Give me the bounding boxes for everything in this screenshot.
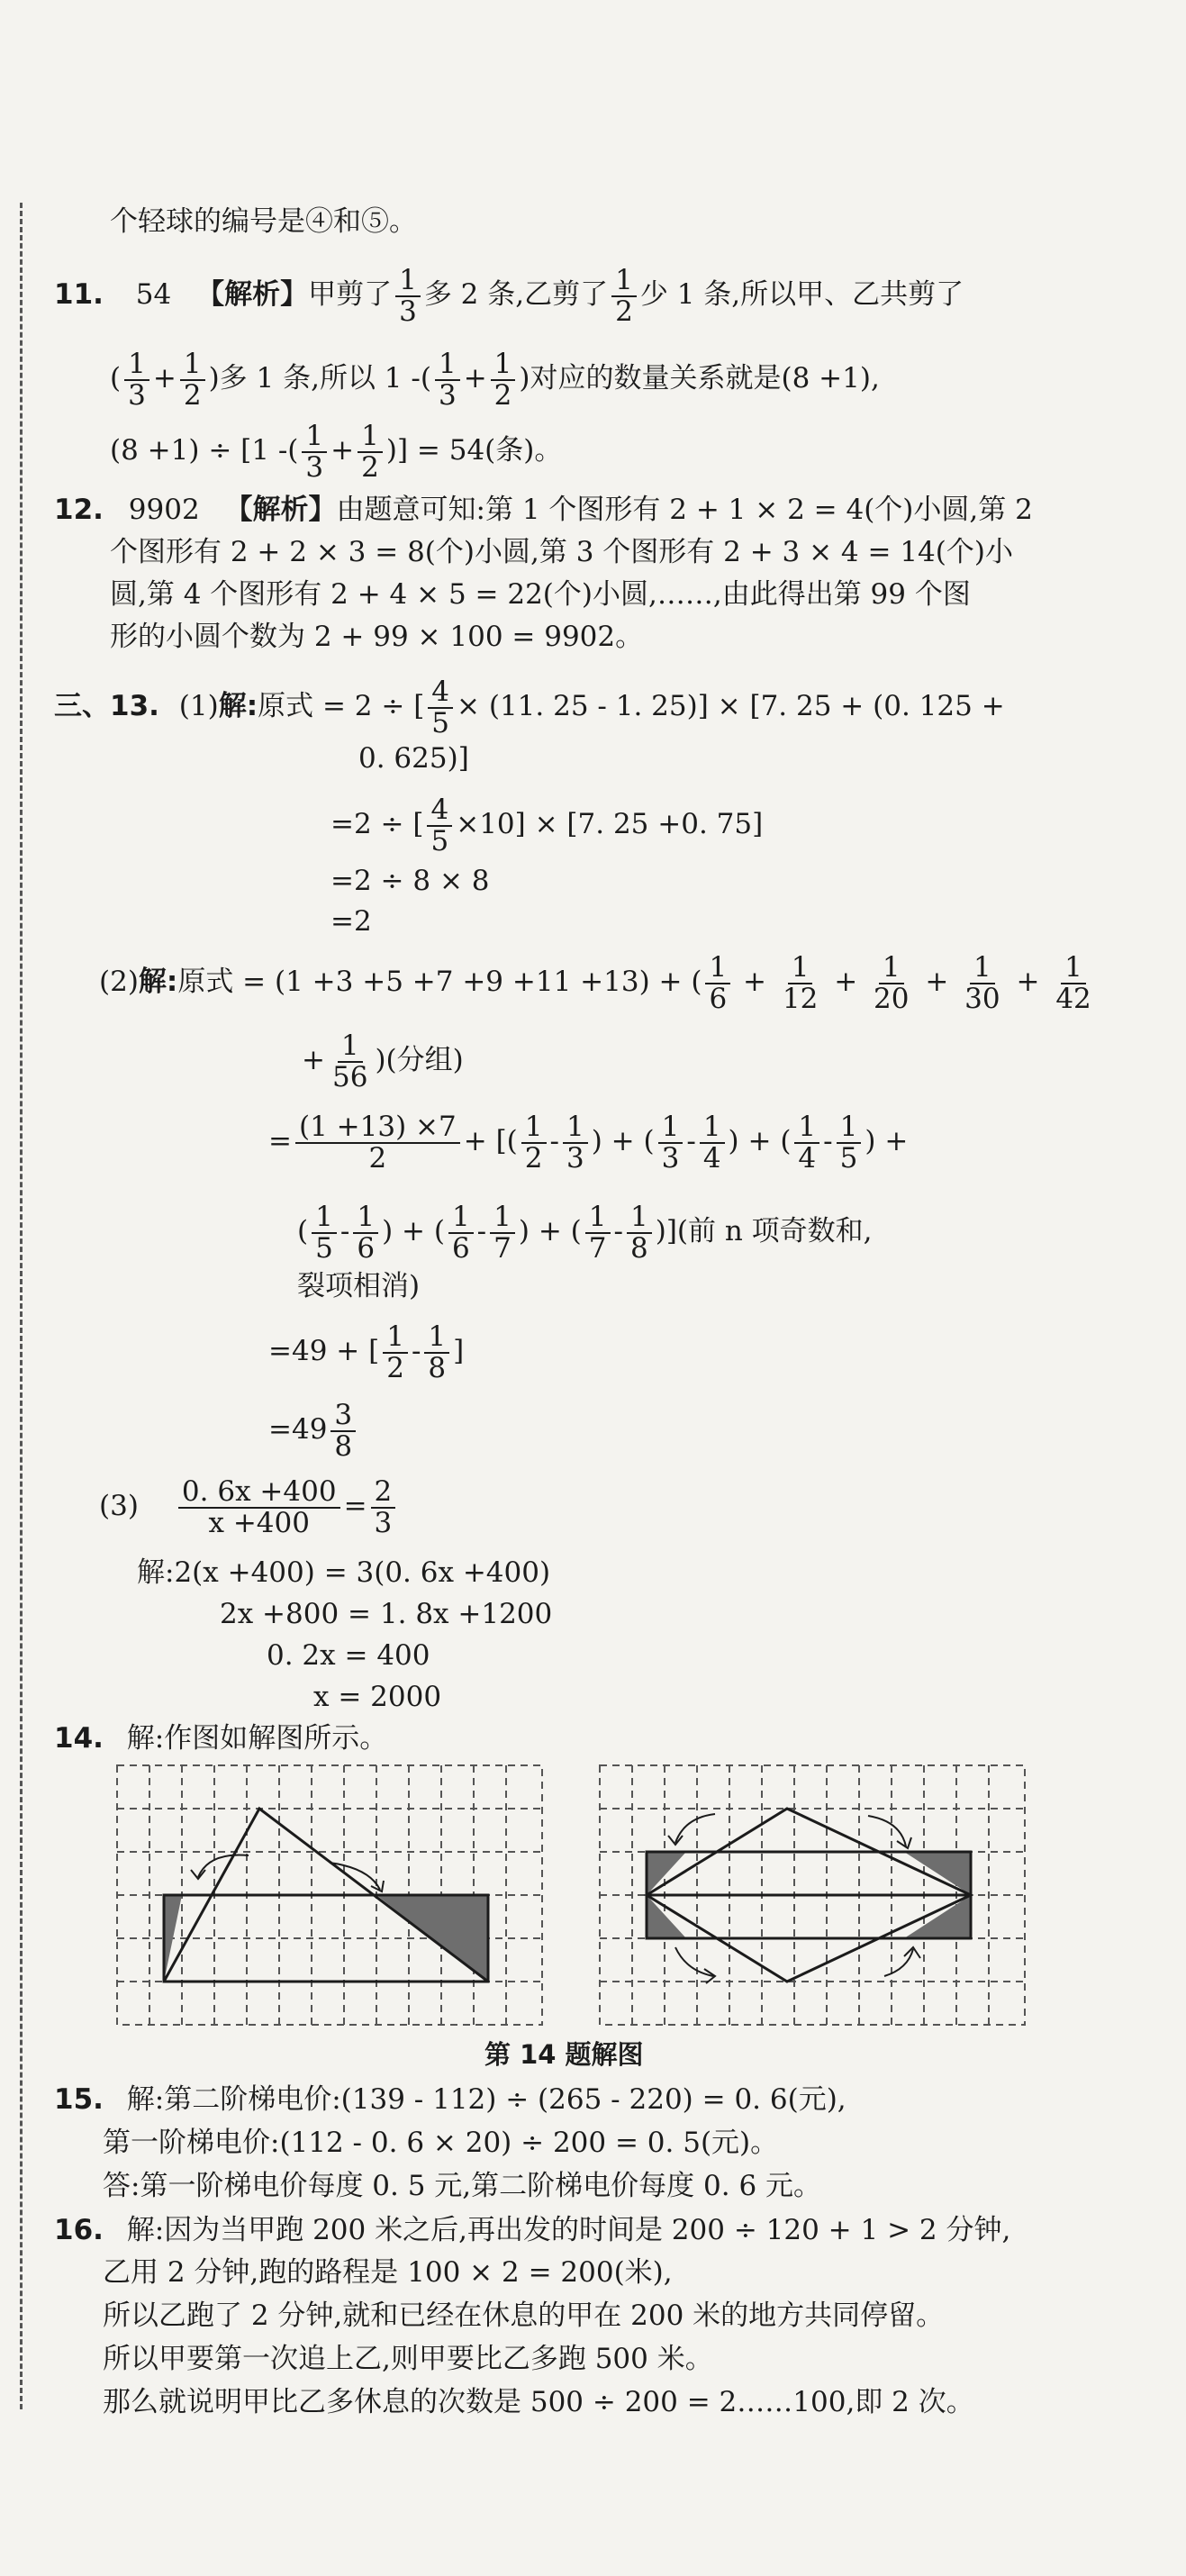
q13-part3-line-2: 解:2(x +400) = 3(0. 6x +400) — [137, 1556, 551, 1589]
q13-part2-line-1: (2)解:原式 = (1 +3 +5 +7 +9 +11 +13) + ( $\frac{1}{6}$ + $\frac{1}{12}$ + $\frac{1}{20}$ + $\frac{1}{30}$ + $\frac{1}{42}$ — [99, 951, 1091, 1015]
q16-line-5: 那么就说明甲比乙多休息的次数是 500 ÷ 200 = 2……100,即 2 次。 — [103, 2386, 974, 2418]
q13-part1-line-2: 0. 625)] — [358, 742, 469, 775]
q13-part1-line-3: =2 ÷ [ $\frac{4}{5}$ ×10] × [7. 25 +0. 75] — [330, 794, 764, 857]
q13-part3-line-4: 0. 2x = 400 — [267, 1639, 430, 1672]
q12-line-1: 12. 9902 【解析】由题意可知:第 1 个图形有 2 + 1 × 2 = 4(个)小圆,第 2 — [54, 494, 1033, 526]
figure-outline-right — [647, 1809, 971, 1982]
shaded-triangle-left — [164, 1895, 182, 1982]
q16-line-2: 乙用 2 分钟,跑的路程是 100 × 2 = 200(米), — [103, 2256, 673, 2289]
q13-part1-line-5: =2 — [330, 905, 372, 938]
shaded-corner-br — [904, 1895, 971, 1938]
q12-line-4: 形的小圆个数为 2 + 99 × 100 = 9902。 — [110, 621, 644, 653]
q11-line-3: (8 +1) ÷ [1 -( $\frac{1}{3}$ + $\frac{1}{2}$ )] = 54(条)。 — [110, 420, 563, 484]
q13-part2-line-7: =49 $\frac{3}{8}$ — [268, 1401, 359, 1461]
q16-line-3: 所以乙跑了 2 分钟,就和已经在休息的甲在 200 米的地方共同停留。 — [103, 2299, 945, 2332]
rotate-arrow-icon — [191, 1855, 384, 1892]
q13-part2-line-3: = $\frac{(1 +13) \times 7}{2}$ + [( $\frac{1}{2}$ - $\frac{1}{3}$ ) + ( $\frac{1}{3}$ - $\frac{1}{4}$ ) + ( $\frac{1}{4}$ - $\frac{1}{5}$ ) + — [268, 1111, 909, 1175]
q13-part2-line-4: ( $\frac{1}{5}$ - $\frac{1}{6}$ ) + ( $\frac{1}{6}$ - $\frac{1}{7}$ ) + ( $\frac{1}{7}$ - $\frac{1}{8}$ )](前 n 项奇数和, — [297, 1201, 873, 1265]
q13-part1-line-1: 三、13. (1)解:原式 = 2 ÷ [ $\frac{4}{5}$ × (11. 25 - 1. 25)] × [7. 25 + (0. 125 + — [54, 676, 1005, 739]
q16-line-1: 16. 解:因为当甲跑 200 米之后,再出发的时间是 200 ÷ 120 + 1 > 2 分钟, — [54, 2214, 1011, 2246]
q13-part3-line-3: 2x +800 = 1. 8x +1200 — [220, 1598, 553, 1630]
q14-figure-right — [598, 1764, 1027, 2027]
figure-outline-left — [164, 1809, 488, 1982]
figure-caption: 第 14 题解图 — [484, 2039, 644, 2070]
q12-line-3: 圆,第 4 个图形有 2 + 4 × 5 = 22(个)小圆,……,由此得出第 99 个图 — [110, 578, 971, 611]
q13-part3-line-1: (3) $\frac{0. 6x +400}{x +400}$ = $\frac{2}{3}$ — [99, 1477, 399, 1537]
q15-line-2: 第一阶梯电价:(112 - 0. 6 × 20) ÷ 200 = 0. 5(元)。 — [103, 2127, 779, 2159]
q16-line-4: 所以甲要第一次追上乙,则甲要比乙多跑 500 米。 — [103, 2343, 713, 2375]
q15-line-3: 答:第一阶梯电价每度 0. 5 元,第二阶梯电价每度 0. 6 元。 — [103, 2170, 822, 2202]
q13-part2-line-6: =49 + [ $\frac{1}{2}$ - $\frac{1}{8}$ ] — [268, 1320, 465, 1384]
q13-part3-line-5: x = 2000 — [313, 1681, 442, 1713]
previous-answer-tail: 个轻球的编号是④和⑤。 — [110, 205, 417, 238]
q14-line-1: 14. 解:作图如解图所示。 — [54, 1722, 388, 1755]
q15-line-1: 15. 解:第二阶梯电价:(139 - 112) ÷ (265 - 220) = 0. 6(元), — [54, 2083, 846, 2116]
q13-part2-line-5: 裂项相消) — [297, 1270, 421, 1302]
q14-figure-left — [115, 1764, 544, 2027]
q11-line-1: 11. 54 【解析】甲剪了 $\frac{1}{3}$ 多 2 条,乙剪了 $\frac{1}{2}$ 少 1 条,所以甲、乙共剪了 — [54, 264, 964, 328]
q12-line-2: 个图形有 2 + 2 × 3 = 8(个)小圆,第 3 个图形有 2 + 3 × 4 = 14(个)小 — [110, 536, 1013, 568]
margin-dashed-rule — [20, 203, 23, 2409]
q13-part2-line-2: + $\frac{1}{56}$ )(分组) — [302, 1029, 464, 1093]
q11-line-2: ( $\frac{1}{3}$ + $\frac{1}{2}$ )多 1 条,所以 1 -( $\frac{1}{3}$ + $\frac{1}{2}$ )对应的数量关系就是(8 +1), — [110, 348, 880, 412]
q13-part1-line-4: =2 ÷ 8 × 8 — [330, 865, 490, 897]
shaded-corner-tr — [904, 1852, 971, 1895]
